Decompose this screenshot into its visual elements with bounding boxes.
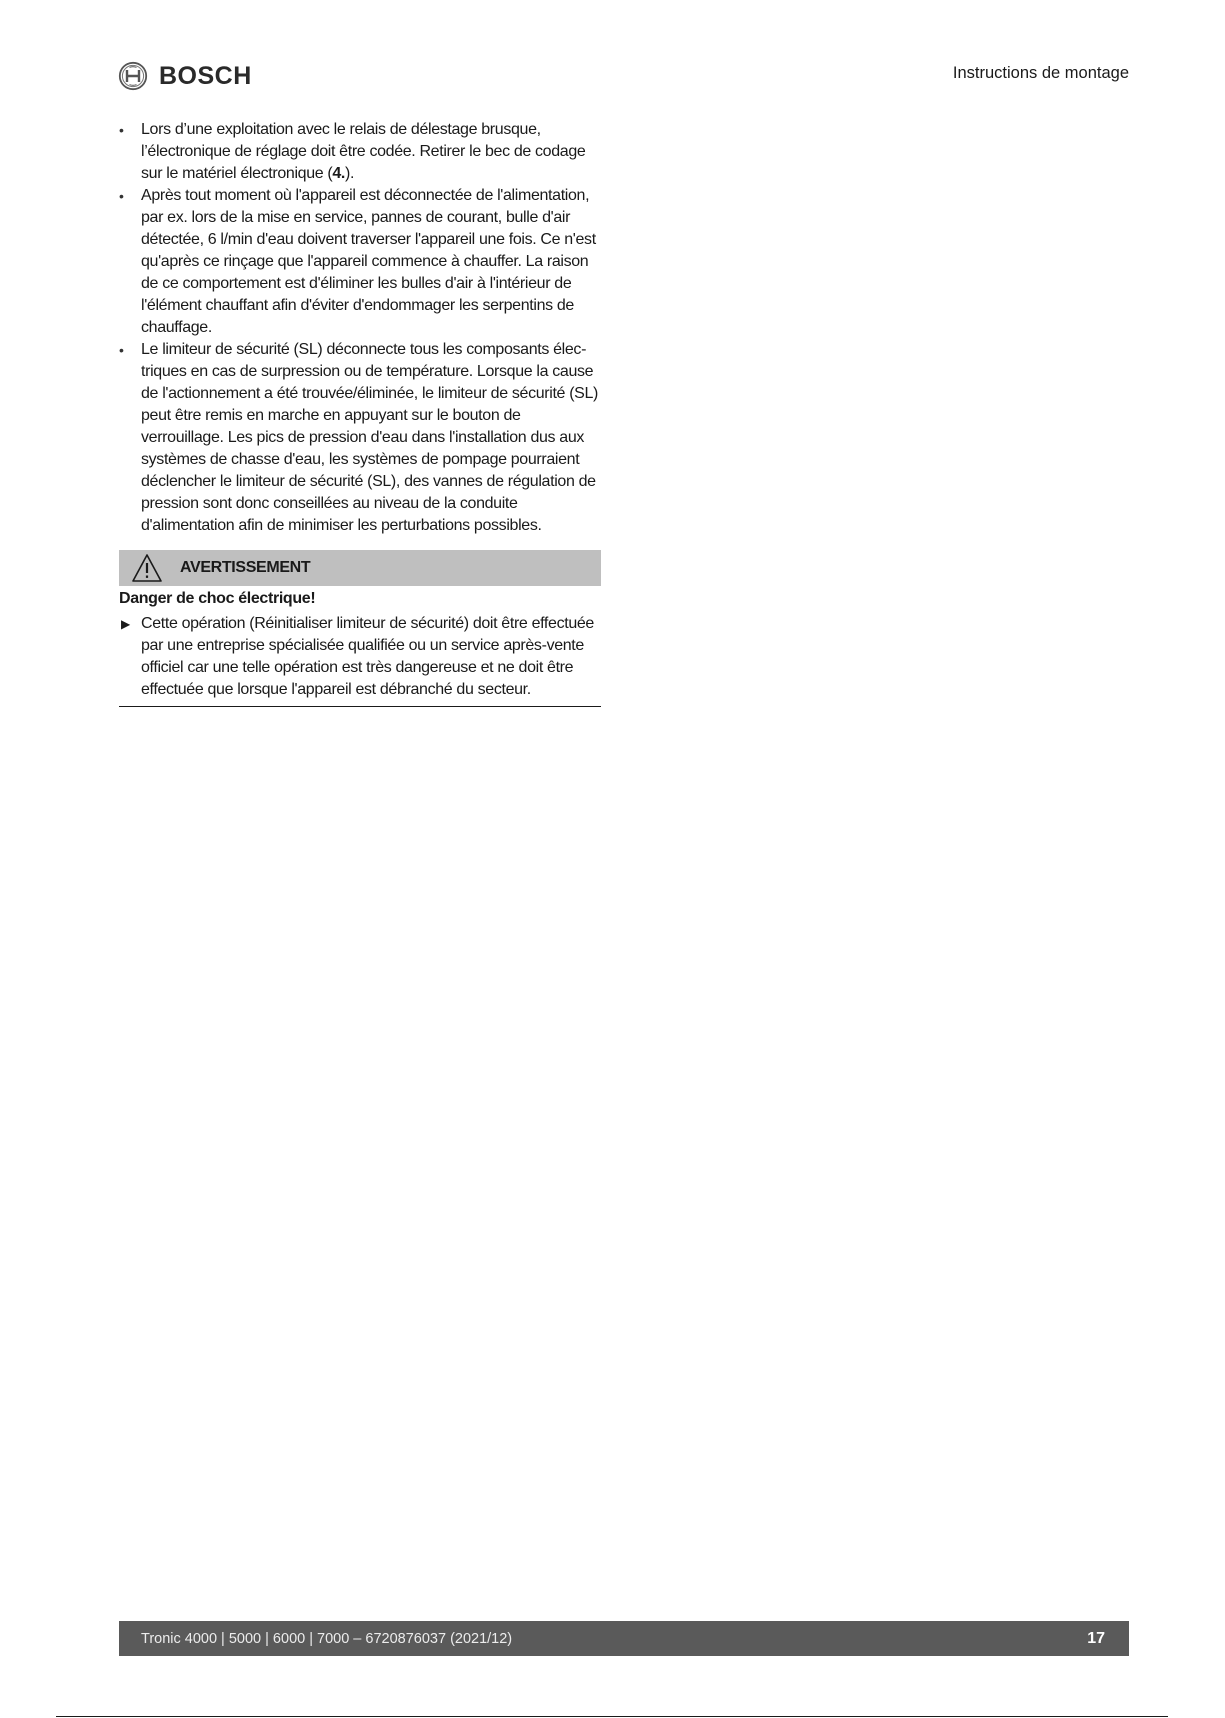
bullet-item-safety-limiter: [119, 339, 601, 537]
brand-name: BOSCH: [159, 62, 252, 90]
document-type-label: Instructions de montage: [952, 64, 1129, 82]
bullet-item-coding: [119, 119, 601, 185]
warning-title: AVERTISSEMENT: [180, 559, 311, 576]
bullet-text-coding-post: ).: [345, 165, 355, 182]
warning-triangle-icon: [131, 553, 163, 583]
warning-box: [119, 550, 601, 707]
warning-action-item: [119, 613, 601, 701]
page-bottom-divider: [56, 1716, 1168, 1717]
footer-document-reference: Tronic 4000 | 5000 | 6000 | 7000 – 6720876037 (2021/12): [141, 1630, 513, 1647]
bullet-icon: •: [119, 188, 124, 204]
page-number: 17: [1087, 1629, 1105, 1647]
bullet-text-coding-ref: 4.: [332, 165, 346, 182]
bosch-emblem-icon: [118, 61, 148, 91]
bullet-text-safety-limiter: Le limiteur de sécurité (SL) déconnecte tous les composants électriques en cas de surpression ou de température. Lorsque la cause de l'actionnement a été trouvée/éliminée, le limiteur de sécurité (SL) peut être remis en marche en appuyant sur le bouton de verrouillage. Les pics de pression d'eau dans l'installation dus aux systèmes de chasse d'eau, les systèmes de pompage pourraient déclencher le limiteur de sécurité (SL), des vannes de régulation de pression sont donc conseillées au niveau de la conduite d'alimentation afin de minimiser les perturbations possibles.: [141, 341, 599, 534]
action-arrow-icon: ▶: [121, 617, 130, 631]
brand-logo: [118, 60, 252, 92]
warning-header: [119, 550, 601, 586]
bullet-icon: •: [119, 122, 124, 138]
bullet-text-coding-pre: Lors d’une exploitation avec le relais de délestage brusque, l’électronique de réglage doit être codée. Retirer le bec de codage sur le matériel électronique (: [141, 121, 586, 182]
bullet-list: [119, 119, 601, 537]
bullet-text-rinsing: Après tout moment où l'appareil est déconnectée de l'alimentation, par ex. lors de la mise en service, pannes de courant, bulle d'air détectée, 6 l/min d'eau doivent traverser l'appareil une fois. Ce n'est qu'après ce rinçage que l'appareil commence à chauffer. La raison de ce comportement est d'éliminer les bulles d'air à l'intérieur de l'élément chauffant afin d'éviter d'endommager les serpentins de chauffage.: [141, 187, 596, 336]
page-footer: [119, 1621, 1129, 1656]
warning-action-text: Cette opération (Réinitialiser limiteur de sécurité) doit être effectuée par une entreprise spécialisée qualifiée ou un service après-vente officiel car une telle opération est très dangereuse et ne doit être effectuée que lorsque l'appareil est débranché du secteur.: [141, 615, 594, 698]
bullet-icon: •: [119, 342, 124, 358]
main-content: [119, 119, 601, 707]
warning-body: [119, 613, 601, 707]
warning-subtitle: Danger de choc électrique!: [119, 590, 316, 607]
bullet-item-rinsing: [119, 185, 601, 339]
